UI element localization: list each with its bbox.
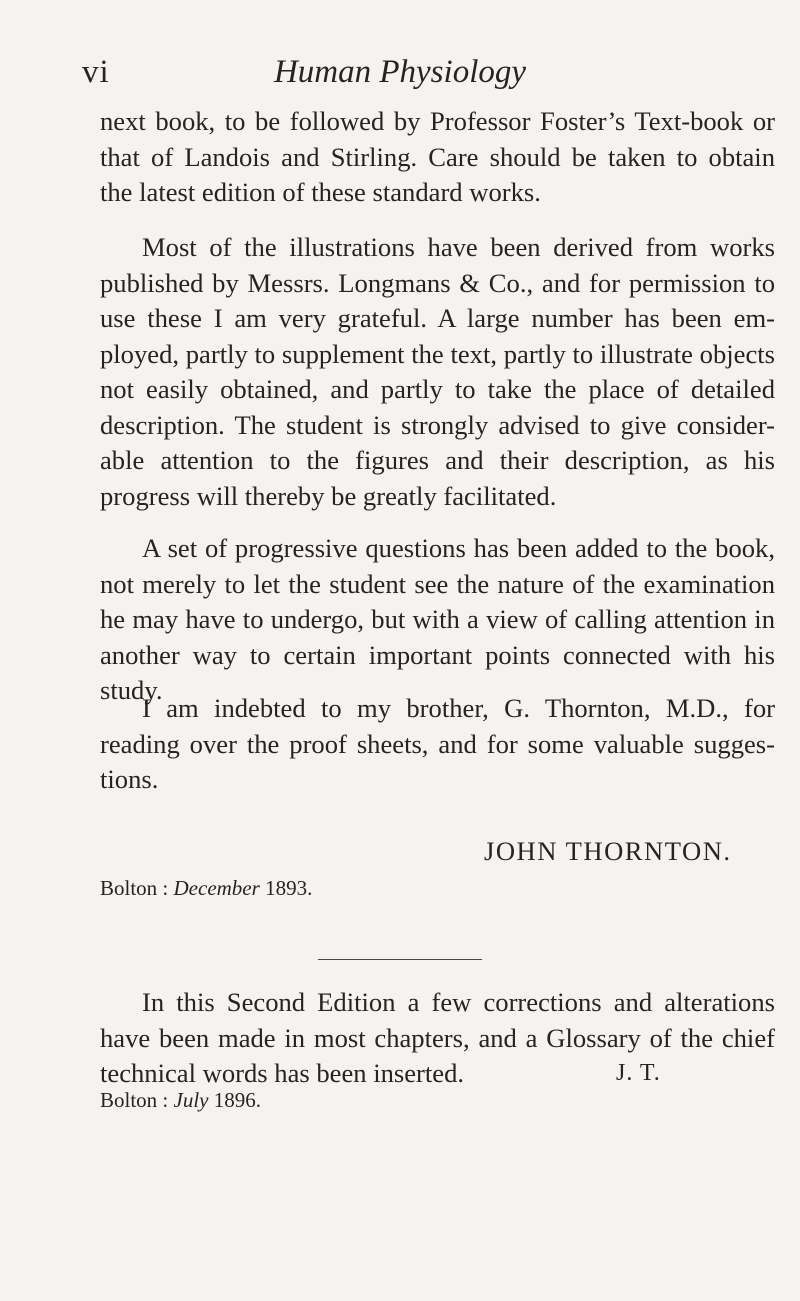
text-line: technical words has been inserted. bbox=[100, 1058, 465, 1088]
dateline-year: 1896. bbox=[213, 1088, 261, 1112]
text-line: tions. bbox=[100, 764, 159, 794]
text-line: not easily obtained, and partly to take the place of detailed bbox=[100, 374, 775, 404]
paragraph-illustrations bbox=[100, 230, 775, 514]
paragraph-continuation bbox=[100, 104, 775, 211]
section-divider bbox=[318, 959, 482, 960]
text-line: In this Second Edition a few corrections and alterations bbox=[142, 987, 775, 1017]
author-initials: J. T. bbox=[616, 1060, 661, 1086]
page-header bbox=[0, 48, 800, 98]
dateline-month: July bbox=[173, 1088, 209, 1112]
text-line: Most of the illustrations have been derived from works bbox=[142, 232, 775, 262]
author-signature: JOHN THORNTON. bbox=[484, 836, 732, 866]
dateline-year: 1893. bbox=[265, 876, 313, 900]
text-line: I am indebted to my brother, G. Thornton, M.D., for bbox=[142, 693, 775, 723]
text-line: A set of progressive questions has been added to the book, bbox=[142, 533, 775, 563]
paragraph-acknowledgement bbox=[100, 691, 775, 798]
text-line: published by Messrs. Longmans & Co., and for permission to bbox=[100, 267, 775, 298]
text-line: that of Landois and Stirling. Care should be taken to obtain bbox=[100, 141, 775, 172]
text-line: another way to certain important points connected with his bbox=[100, 639, 775, 670]
text-line: have been made in most chapters, and a Glossary of the chief bbox=[100, 1022, 775, 1053]
text-line: progress will thereby be greatly facilitated. bbox=[100, 480, 557, 511]
dateline-place: Bolton : bbox=[100, 1088, 169, 1112]
text-line: the latest edition of these standard works. bbox=[100, 177, 541, 207]
text-line: able attention to the figures and their description, as his bbox=[100, 445, 775, 475]
dateline-place: Bolton : bbox=[100, 876, 169, 900]
paragraph-questions bbox=[100, 531, 775, 709]
dateline-month: December bbox=[173, 876, 260, 900]
text-line: description. The student is strongly advised to give consider- bbox=[100, 409, 775, 440]
page-number: vi bbox=[82, 54, 110, 90]
dateline-second bbox=[100, 1088, 261, 1113]
text-line: reading over the proof sheets, and for some valuable sugges- bbox=[100, 728, 775, 759]
text-line: ployed, partly to supplement the text, partly to illustrate objects bbox=[100, 338, 775, 369]
dateline-first bbox=[100, 876, 312, 901]
text-line: study. bbox=[100, 675, 163, 705]
text-line: not merely to let the student see the nature of the examination bbox=[100, 568, 775, 599]
running-title: Human Physiology bbox=[273, 54, 527, 90]
text-line: next book, to be followed by Professor Foster’s Text-book or bbox=[100, 106, 775, 136]
text-line: he may have to undergo, but with a view of calling attention in bbox=[100, 604, 775, 634]
text-line: use these I am very grateful. A large number has been em- bbox=[100, 303, 775, 333]
paragraph-second-edition bbox=[100, 985, 775, 1092]
